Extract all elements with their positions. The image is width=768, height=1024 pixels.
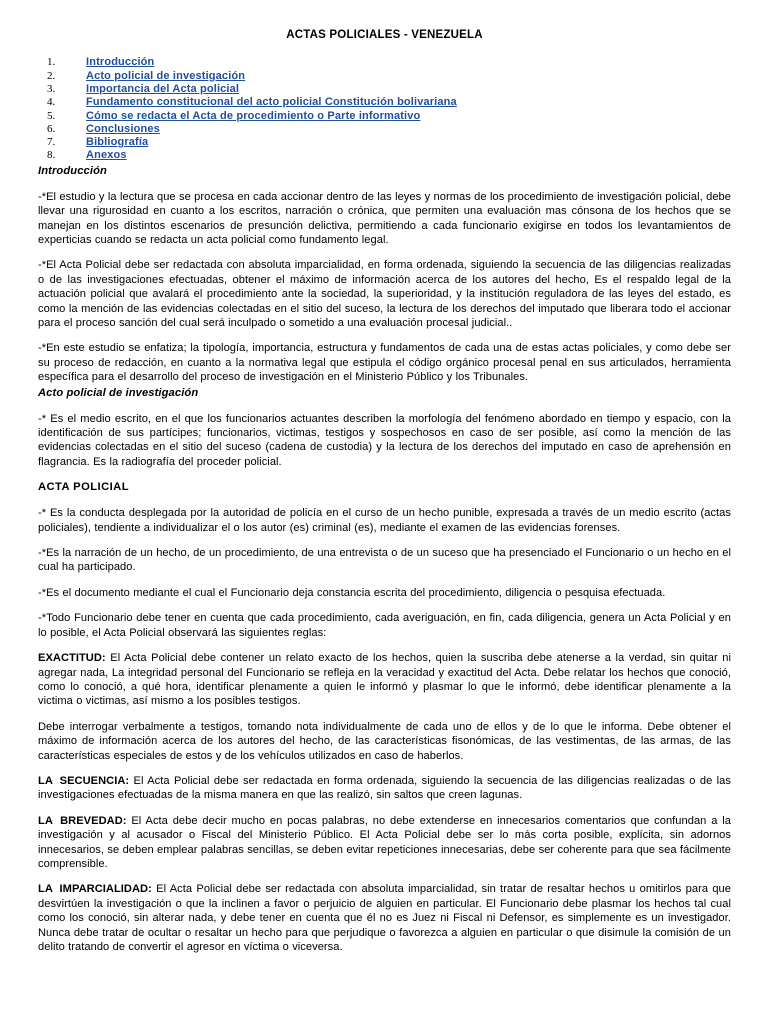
rule-text-interrogatorio: Debe interrogar verbalmente a testigos, tomando nota individualmente de cada uno de ellos y de lo que le informa. Debe obtener el máximo de información acerca de los autores del hecho, de las características fisonómicas, de las vestimentas, de las armas, de las características especiales de estos y de los vehículos utilizados en caso de haberlos. [38, 720, 731, 762]
rule-text-la-imparcialidad: El Acta Policial debe ser redactada con absoluta imparcialidad, sin tratar de resaltar hechos u omitirlos para que desvirtúen la investigación o que la inclinen a favor o perjuicio de alguien en particular. El Funcionario debe plasmar los hechos tal cual como los conoció, sin alterar nada, y debe tener en cuenta que él no es Juez ni Fiscal ni Defensor, es simplemente es un investigador. Nunca debe tratar de ocultar o resaltar un hecho para que perjudique o favorezca a alguien en particular o que disimule la comisión de un delito tratando de convertir el agresor en víctima o viceversa. [38, 883, 731, 953]
toc-link-acto-policial-de-investigacion[interactable]: Acto policial de investigación [86, 69, 246, 82]
rule-label-exactitud: EXACTITUD: [38, 652, 106, 665]
paragraph-acto-policial-1: -* Es el medio escrito, en el que los funcionarios actuantes describen la morfología del fenómeno abordado en tiempo y espacio, con la identificación de sus partícipes; funcionarios, victimas, testigos y sospechosos en caso de ser posible, así como la mención de las evidencias colectadas en el sitio del suceso (cadena de custodia) y la lectura de los derechos del imputado en caso de aprehensión en flagrancia. Es la radiografía del proceder policial. [38, 412, 731, 468]
rule-la-secuencia [38, 774, 731, 803]
toc-link-bibliografia[interactable]: Bibliografía [86, 136, 149, 149]
toc-item-6[interactable] [38, 123, 731, 136]
table-of-contents [38, 56, 731, 162]
toc-number: 8. [47, 149, 56, 162]
toc-number: 2. [47, 69, 56, 82]
paragraph-introduccion-3: -*En este estudio se enfatiza; la tipología, importancia, estructura y fundamentos de cada una de estas actas policiales, y como debe ser su proceso de redacción, en cuanto a la normativa legal que estipula el código orgánico procesal penal en sus articulados, herramienta específica para el desarrollo del proceso de investigación en el Ministerio Público y los Tribunales. [38, 342, 731, 384]
toc-number: 1. [47, 56, 56, 69]
heading-acta-policial: ACTA POLICIAL [38, 481, 129, 494]
heading-introduccion: Introducción [38, 164, 107, 177]
page-title: ACTAS POLICIALES - VENEZUELA [286, 29, 483, 41]
paragraph-introduccion-1: -*El estudio y la lectura que se procesa en cada accionar dentro de las leyes y normas de los procedimiento de investigación policial, debe llevar una rigurosidad en cuanto a los escritos, narración o crónica, que permiten una evaluación mas cónsona de los hechos que se manejan en los distintos escenarios de presunción delictiva, permitiendo a cada funcionario exigirse en todos los levantamientos de experticias cuando se redacta un acta policial como fundamento legal. [38, 190, 731, 246]
toc-item-7[interactable] [38, 136, 731, 149]
heading-acto-policial-de-investigacion: Acto policial de investigación [38, 386, 199, 399]
toc-item-4[interactable] [38, 96, 731, 109]
rule-label-la-secuencia: LA SECUENCIA: [38, 774, 130, 787]
toc-link-introduccion[interactable]: Introducción [86, 56, 155, 69]
toc-link-fundamento-constitucional[interactable]: Fundamento constitucional del acto policial Constitución bolivariana [86, 96, 457, 109]
paragraph-acta-policial-2: -*Es la narración de un hecho, de un procedimiento, de una entrevista o de un suceso que ha presenciado el Funcionario o un hecho en el cual ha participado. [38, 547, 731, 574]
toc-item-3[interactable] [38, 83, 731, 96]
rule-label-la-brevedad: LA BREVEDAD: [38, 814, 127, 827]
toc-link-importancia-del-acta-policial[interactable]: Importancia del Acta policial [86, 82, 240, 95]
toc-link-como-se-redacta-el-acta[interactable]: Cómo se redacta el Acta de procedimiento o Parte informativo [86, 109, 421, 122]
paragraph-acta-policial-4: -*Todo Funcionario debe tener en cuenta que cada procedimiento, cada averiguación, en fin, cada diligencia, genera un Acta Policial y en lo posible, el Acta Policial observará las siguientes reglas: [38, 612, 731, 639]
rule-label-la-imparcialidad: LA IMPARCIALIDAD: [38, 883, 152, 896]
toc-link-conclusiones[interactable]: Conclusiones [86, 122, 160, 135]
toc-item-8[interactable] [38, 149, 731, 162]
paragraph-acta-policial-3: -*Es el documento mediante el cual el Funcionario deja constancia escrita del procedimiento, diligencia o pesquisa efectuada. [38, 586, 666, 599]
toc-item-2[interactable] [38, 70, 731, 83]
rule-text-la-brevedad: El Acta debe decir mucho en pocas palabras, no debe extenderse en innecesarios comentarios que confundan a la investigación y al acusador o Fiscal del Ministerio Público. El Acta Policial debe ser lo más corta posible, explícita, sin adornos innecesarios, se deben emplear palabras sencillas, se deben evitar repeticiones innecesarias, debe ser coherente para que sea fácilmente comprensible. [38, 814, 731, 870]
rule-text-exactitud: El Acta Policial debe contener un relato exacto de los hechos, quien la suscriba debe atenerse a la verdad, sin quitar ni agregar nada, La integridad personal del Funcionario se refleja en la veracidad y exactitud del Acta. Debe relatar los hechos que conoció, como lo conoció, a qué hora, identificar plenamente a quien le informó y plasmar lo que le informó, debe identificar plenamente a la victima o victimas, así mismo a los posibles testigos. [38, 652, 731, 708]
rule-la-imparcialidad [38, 882, 731, 954]
rule-text-la-secuencia: El Acta Policial debe ser redactada en forma ordenada, siguiendo la secuencia de las diligencias realizadas o de las investigaciones efectuadas de la misma manera en que las realizó, sin saltos que creen lagunas. [38, 774, 731, 802]
toc-number: 7. [47, 136, 56, 149]
paragraph-acta-policial-1: -* Es la conducta desplegada por la autoridad de policía en el curso de un hecho punible, expresada a través de un medio escrito (actas policiales), tendiente a individualizar el o los autor (es) criminal (es), mediante el examen de las evidencias forenses. [38, 507, 731, 534]
toc-number: 6. [47, 122, 56, 135]
rule-exactitud [38, 651, 731, 709]
toc-item-1[interactable] [38, 56, 731, 69]
toc-number: 4. [47, 96, 56, 109]
toc-link-anexos[interactable]: Anexos [86, 149, 127, 162]
rule-interrogatorio [38, 720, 731, 763]
paragraph-introduccion-2: -*El Acta Policial debe ser redactada con absoluta imparcialidad, en forma ordenada, siguiendo la secuencia de las diligencias realizadas o de las investigaciones efectuadas, obtener el máximo de información acerca de los autores del hecho, Es el respaldo legal de la actuación policial que avalará el procedimiento ante la sociedad, la superioridad, y la institución reguladora de las leyes del estado, es como la mención de las evidencias colectadas en el sitio del suceso, la lectura de los derechos del imputado que liberara todo el accionar para el proceso sanción del cual será inculpado o sometido a una evaluación procesal judicial.. [38, 259, 731, 329]
toc-number: 3. [47, 82, 56, 95]
rule-la-brevedad [38, 814, 731, 872]
toc-item-5[interactable] [38, 110, 731, 123]
toc-number: 5. [47, 109, 56, 122]
